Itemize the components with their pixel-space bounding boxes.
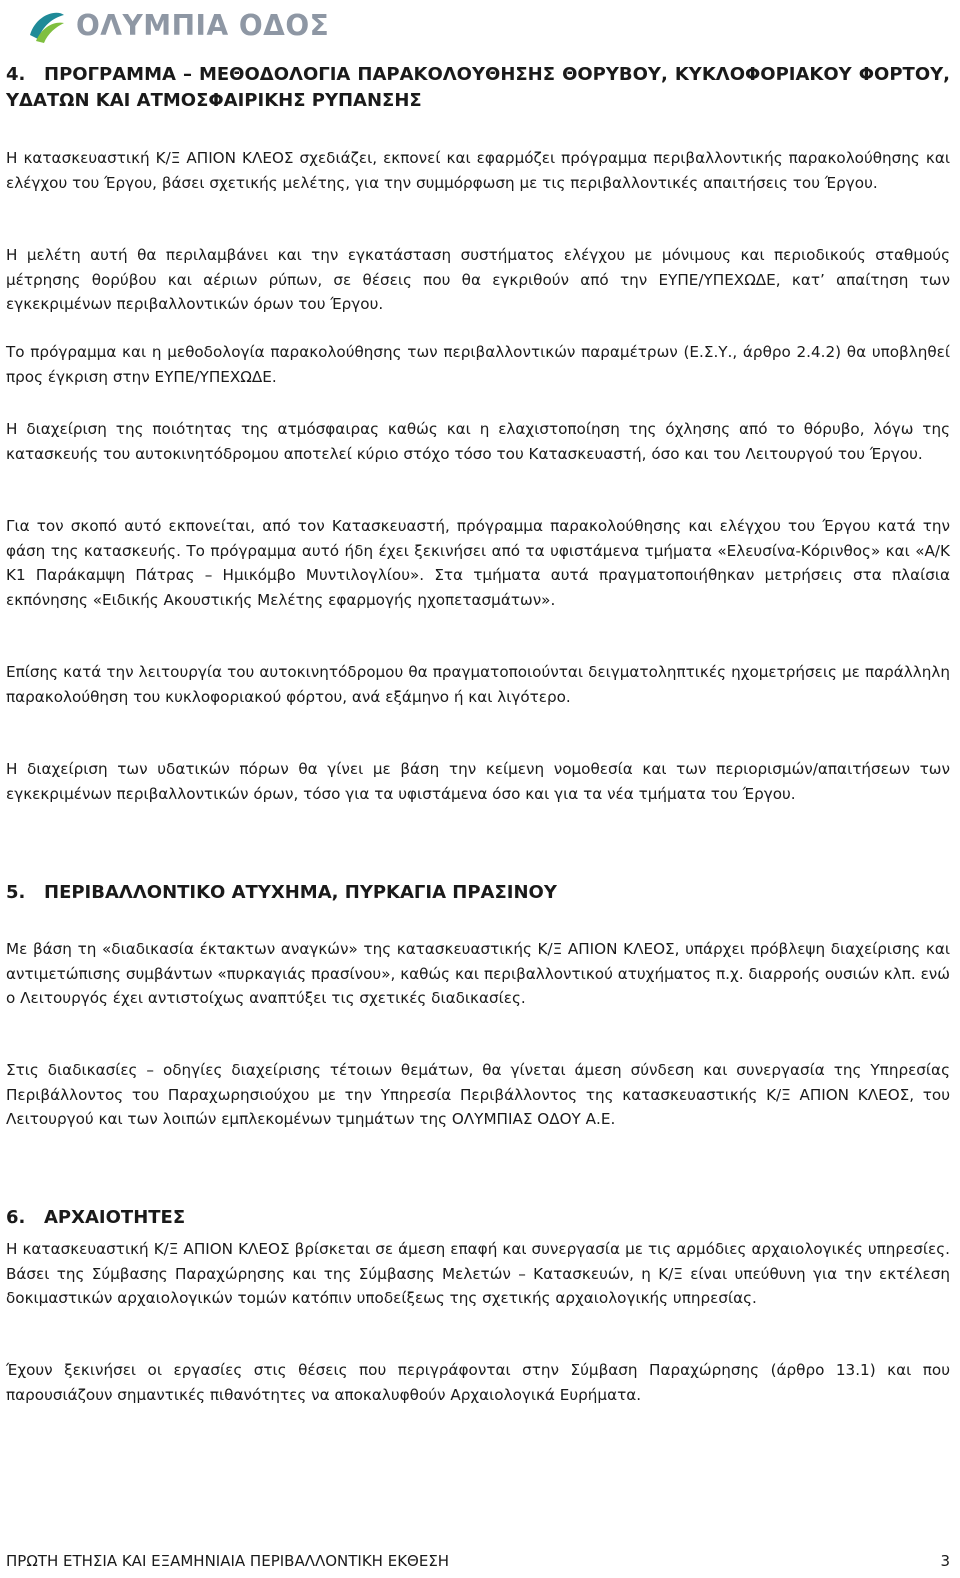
paragraph-text: Έχουν ξεκινήσει οι εργασίες στις θέσεις που περιγράφονται στην Σύμβαση Παραχώρησης (άρθρο 13.1) και που παρουσιάζουν σημαντικές πιθανότητες να αποκαλυφθούν Αρχαιολογικά Ευρήματα. (6, 1361, 950, 1404)
paragraph (6, 243, 950, 317)
logo-wordmark: ΟΛΥΜΠΙΑ ΟΔΟΣ (76, 8, 330, 42)
section-title: ΠΕΡΙΒΑΛΛΟΝΤΙΚΟ ΑΤΥΧΗΜΑ, ΠΥΡΚΑΓΙΑ ΠΡΑΣΙΝΟΥ (44, 882, 557, 903)
paragraph (6, 417, 950, 466)
paragraph (6, 1058, 950, 1132)
paragraph-text: Η κατασκευαστική Κ/Ξ ΑΠΙΟΝ ΚΛΕΟΣ βρίσκεται σε άμεση επαφή και συνεργασία με τις αρμόδιες αρχαιολογικές υπηρεσίες. Βάσει της Σύμβασης Παραχώρησης και της Σύμβασης Μελετών – Κατασκευών, η Κ/Ξ είναι υπεύθυνη για την εκτέλεση δοκιμαστικών αρχαιολογικών τομών κατόπιν υποδείξεως της σχετικής αρχαιολογικής υπηρεσίας. (6, 1240, 950, 1308)
paragraph (6, 1358, 950, 1407)
paragraph-text: Με βάση τη «διαδικασία έκτακτων αναγκών» της κατασκευαστικής Κ/Ξ ΑΠΙΟΝ ΚΛΕΟΣ, υπάρχει πρόβλεψη διαχείρισης και αντιμετώπισης συμβάντων «πυρκαγιάς πρασίνου», καθώς και περιβαλλοντικού ατυχήματος π.χ. διαρροής ουσιών κλπ. ενώ ο Λειτουργός έχει αντιστοίχως αναπτύξει τις σχετικές διαδικασίες. (6, 940, 950, 1008)
section-number: 5. (6, 882, 26, 903)
paragraph (6, 757, 950, 806)
paragraph-text: Για τον σκοπό αυτό εκπονείται, από τον Κατασκευαστή, πρόγραμμα παρακολούθησης και ελέγχου του Έργου κατά την φάση της κατασκευής. Το πρόγραμμα αυτό ήδη έχει ξεκινήσει από τα υφιστάμενα τμήματα «Ελευσίνα-Κόρινθος» και «Α/Κ Κ1 Παράκαμψη Πάτρας – Ημικόμβο Μυντιλογλίου». Στα τμήματα αυτά πραγματοποιήθηκαν μετρήσεις στα πλαίσια εκπόνησης «Ειδικής Ακουστικής Μελέτης εφαρμογής ηχοπετασμάτων». (6, 517, 950, 609)
paragraph (6, 340, 950, 389)
section-4 (6, 62, 950, 114)
section-5 (6, 880, 950, 906)
section-6-heading (6, 1205, 950, 1231)
paragraph (6, 514, 950, 612)
section-number: 4. (6, 64, 26, 85)
paragraph-text: Το πρόγραμμα και η μεθοδολογία παρακολούθησης των περιβαλλοντικών παραμέτρων (Ε.Σ.Υ., άρθρο 2.4.2) θα υποβληθεί προς έγκριση στην ΕΥΠΕ/ΥΠΕΧΩΔΕ. (6, 343, 950, 386)
section-title: ΠΡΟΓΡΑΜΜΑ – ΜΕΘΟΔΟΛΟΓΙΑ ΠΑΡΑΚΟΛΟΥΘΗΣΗΣ ΘΟΡΥΒΟΥ, ΚΥΚΛΟΦΟΡΙΑΚΟΥ ΦΟΡΤΟΥ, ΥΔΑΤΩΝ ΚΑΙ ΑΤΜΟΣΦΑΙΡΙΚΗΣ ΡΥΠΑΝΣΗΣ (6, 64, 950, 111)
page-number: 3 (940, 1552, 950, 1570)
section-number: 6. (6, 1207, 26, 1228)
company-logo (26, 5, 329, 47)
paragraph (6, 937, 950, 1011)
paragraph (6, 660, 950, 709)
paragraph-text: Η διαχείριση των υδατικών πόρων θα γίνει με βάση την κείμενη νομοθεσία και των περιορισμών/απαιτήσεων των εγκεκριμένων περιβαλλοντικών όρων, τόσο για τα υφιστάμενα όσο και για τα νέα τμήματα του Έργου. (6, 760, 950, 803)
section-5-heading (6, 880, 950, 906)
section-4-heading (6, 62, 950, 114)
paragraph-text: Η κατασκευαστική Κ/Ξ ΑΠΙΟΝ ΚΛΕΟΣ σχεδιάζει, εκπονεί και εφαρμόζει πρόγραμμα περιβαλλοντικής παρακολούθησης και ελέγχου του Έργου, βάσει σχετικής μελέτης, για την συμμόρφωση με τις περιβαλλοντικές απαιτήσεις του Έργου. (6, 149, 950, 192)
paragraph (6, 1237, 950, 1311)
paragraph (6, 146, 950, 195)
page-footer (6, 1549, 950, 1574)
section-6 (6, 1205, 950, 1231)
footer-title: ΠΡΩΤΗ ΕΤΗΣΙΑ ΚΑΙ ΕΞΑΜΗΝΙΑΙΑ ΠΕΡΙΒΑΛΛΟΝΤΙΚΗ ΕΚΘΕΣΗ (6, 1552, 450, 1570)
section-title: ΑΡΧΑΙΟΤΗΤΕΣ (44, 1207, 186, 1228)
paragraph-text: Η διαχείριση της ποιότητας της ατμόσφαιρας καθώς και η ελαχιστοποίηση της όχλησης από το θόρυβο, λόγω της κατασκευής του αυτοκινητόδρομου αποτελεί κύριο στόχο τόσο του Κατασκευαστή, όσο και του Λειτουργού του Έργου. (6, 420, 950, 463)
paragraph-text: Επίσης κατά την λειτουργία του αυτοκινητόδρομου θα πραγματοποιούνται δειγματοληπτικές ηχομετρήσεις με παράλληλη παρακολούθηση του κυκλοφοριακού φόρτου, ανά εξάμηνο ή και λιγότερο. (6, 663, 950, 706)
olympia-odos-emblem-icon (26, 5, 68, 47)
paragraph-text: Στις διαδικασίες – οδηγίες διαχείρισης τέτοιων θεμάτων, θα γίνεται άμεση σύνδεση και συνεργασία της Υπηρεσίας Περιβάλλοντος του Παραχωρησιούχου με την Υπηρεσία Περιβάλλοντος της κατασκευαστικής Κ/Ξ ΑΠΙΟΝ ΚΛΕΟΣ, του Λειτουργού και των λοιπών εμπλεκομένων τμημάτων της ΟΛΥΜΠΙΑΣ ΟΔΟΥ Α.Ε. (6, 1061, 950, 1129)
paragraph-text: Η μελέτη αυτή θα περιλαμβάνει και την εγκατάσταση συστήματος ελέγχου με μόνιμους και περιοδικούς σταθμούς μέτρησης θορύβου και αέριων ρύπων, σε θέσεις που θα εγκριθούν από την ΕΥΠΕ/ΥΠΕΧΩΔΕ, κατ’ απαίτηση των εγκεκριμένων περιβαλλοντικών όρων του Έργου. (6, 246, 950, 314)
